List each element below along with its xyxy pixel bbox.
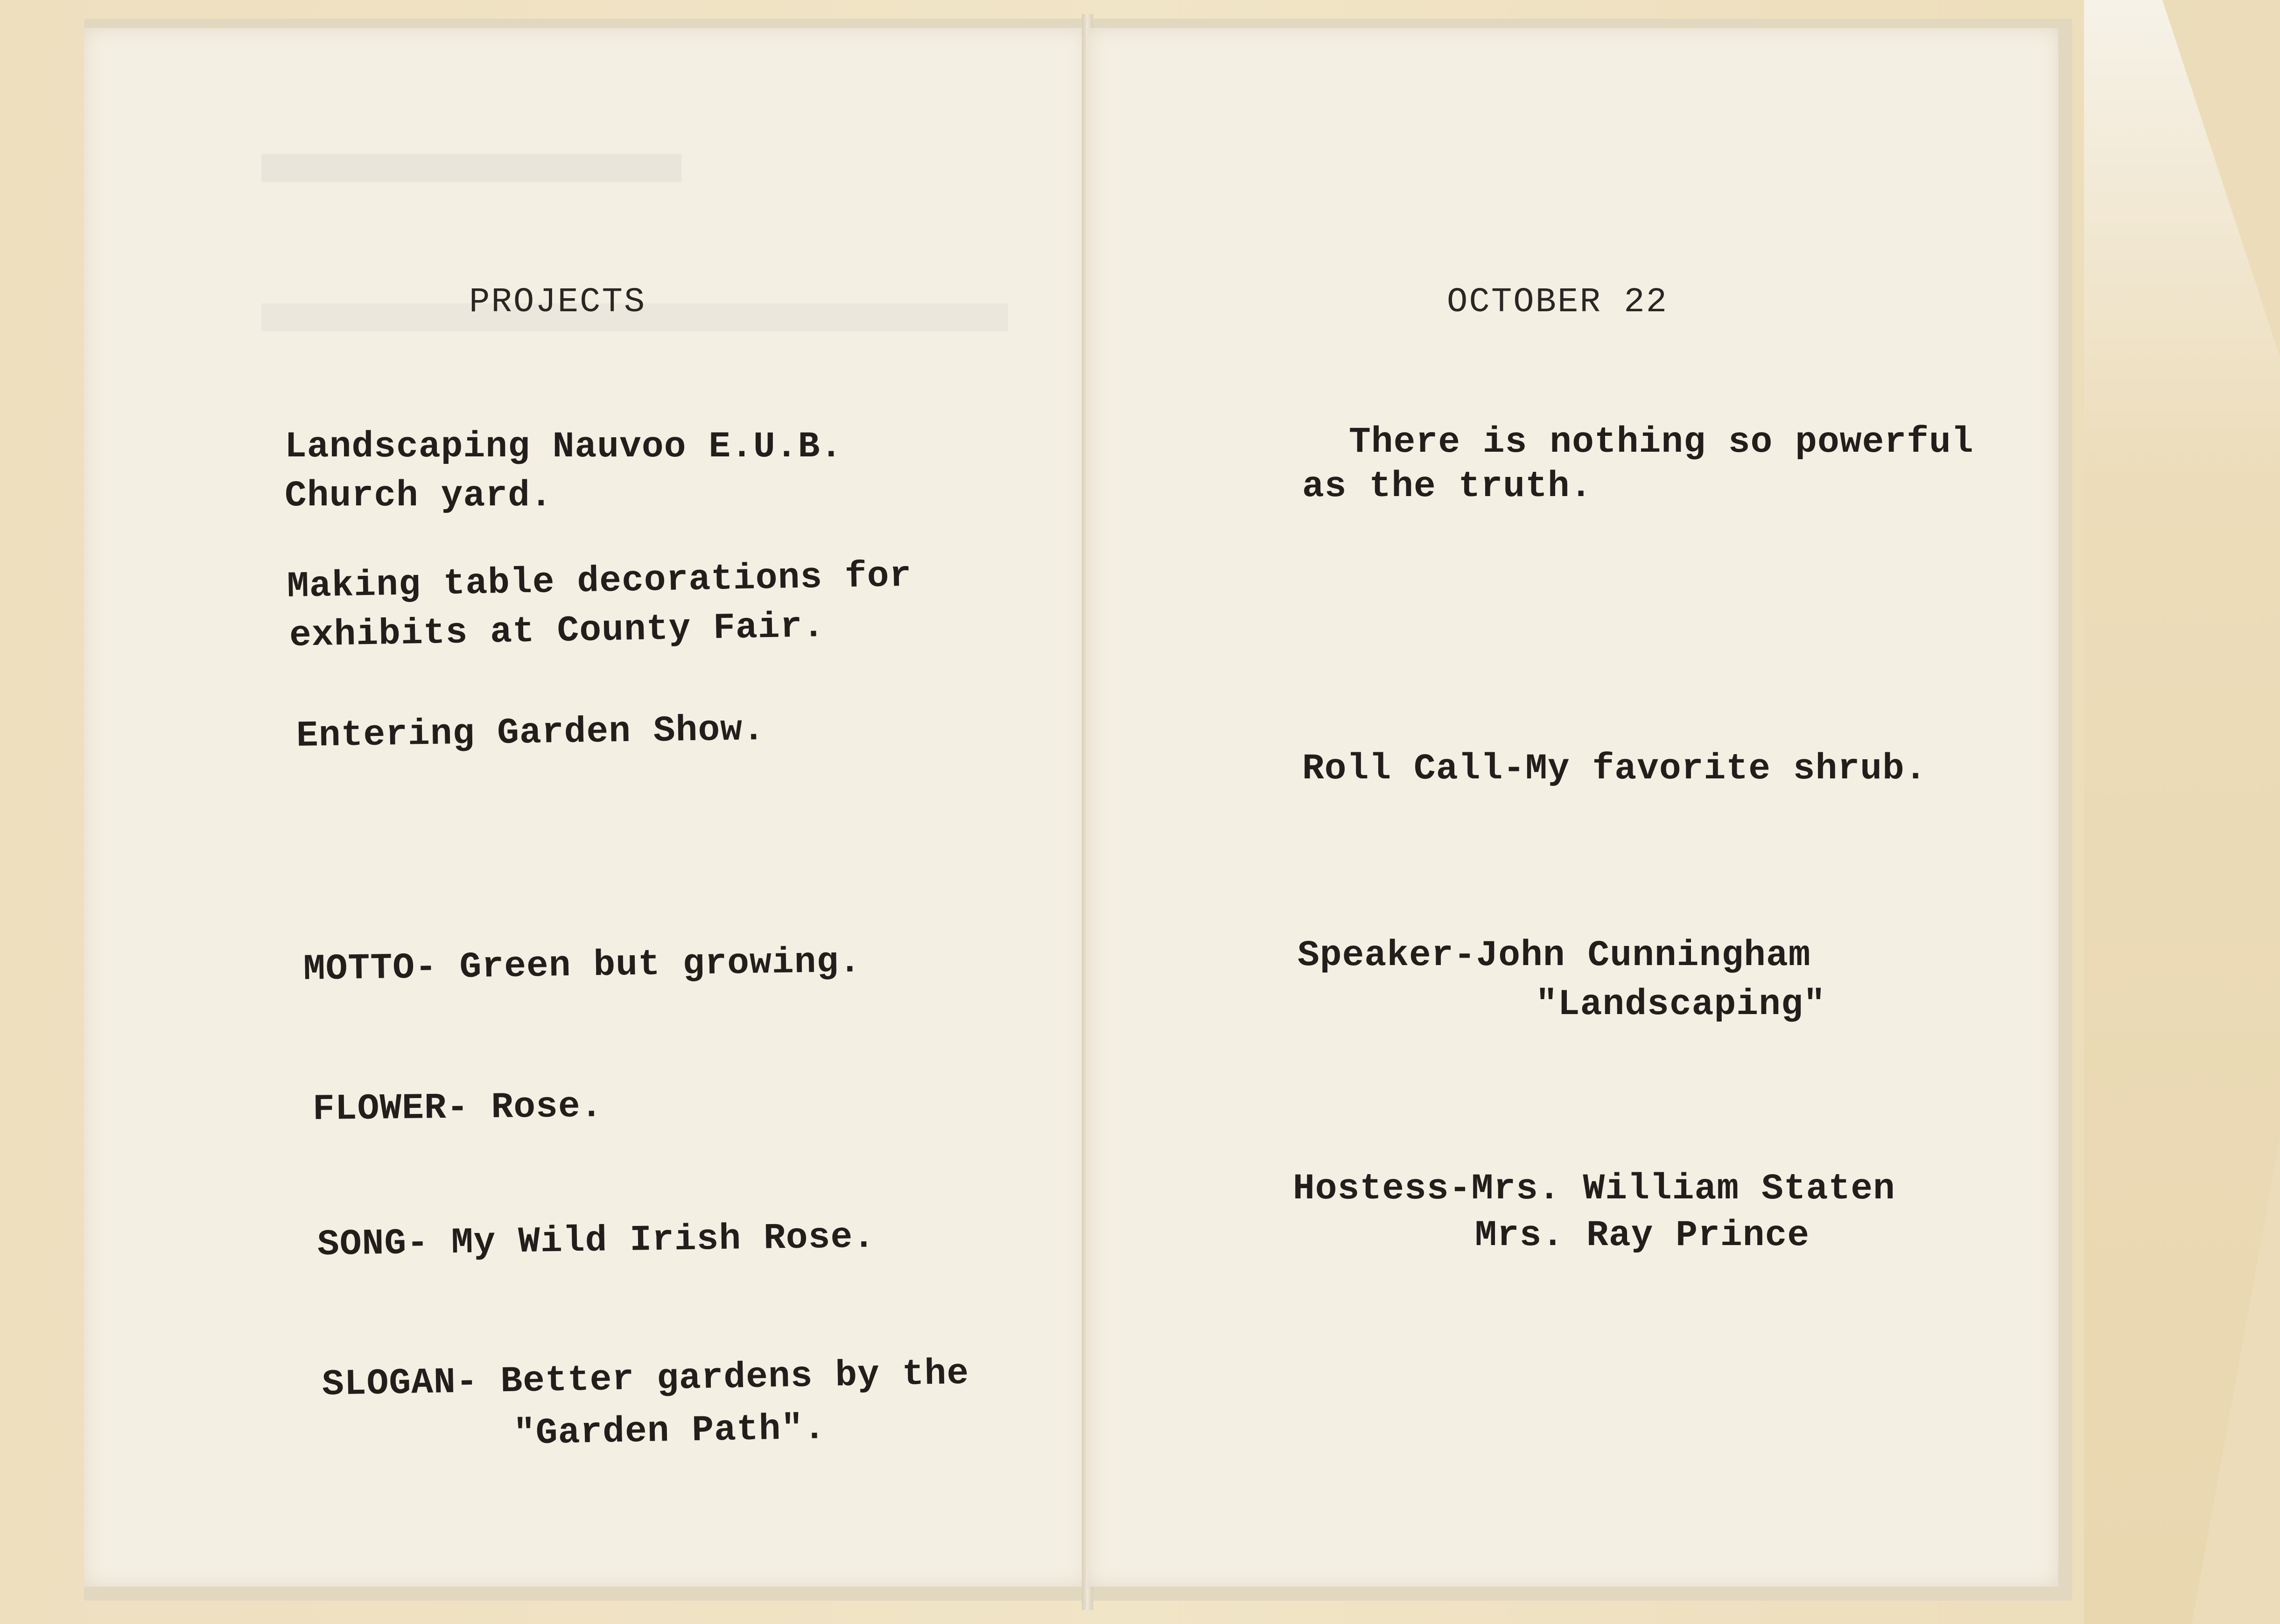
show-through-mark [261, 154, 681, 182]
motto-line: MOTTO- Green but growing. [303, 941, 862, 990]
project-3-line-1: Entering Garden Show. [296, 709, 765, 757]
project-2-line-2: exhibits at County Fair. [289, 606, 825, 657]
date-heading: OCTOBER 22 [1447, 283, 1669, 322]
quote-line-1: There is nothing so powerful [1349, 422, 1974, 463]
hostess-line-1: Hostess-Mrs. William Staten [1293, 1169, 1895, 1210]
speaker-line-1: Speaker-John Cunningham [1298, 935, 1811, 976]
slogan-line-1: SLOGAN- Better gardens by the [322, 1353, 969, 1406]
project-1-line-1: Landscaping Nauvoo E.U.B. [285, 427, 843, 468]
right-page [1087, 28, 2058, 1587]
flower-line: FLOWER- Rose. [312, 1086, 603, 1130]
speaker-line-2: "Landscaping" [1536, 984, 1826, 1025]
hostess-line-2: Mrs. Ray Prince [1475, 1215, 1810, 1256]
slogan-line-2: "Garden Path". [513, 1408, 826, 1455]
roll-call-line: Roll Call-My favorite shrub. [1302, 749, 1927, 790]
project-2-line-1: Making table decorations for [287, 555, 912, 608]
song-line: SONG- My Wild Irish Rose. [317, 1217, 876, 1266]
projects-heading: PROJECTS [469, 283, 646, 322]
quote-line-2: as the truth. [1302, 466, 1592, 507]
project-1-line-2: Church yard. [285, 476, 553, 517]
left-page [84, 28, 1089, 1587]
